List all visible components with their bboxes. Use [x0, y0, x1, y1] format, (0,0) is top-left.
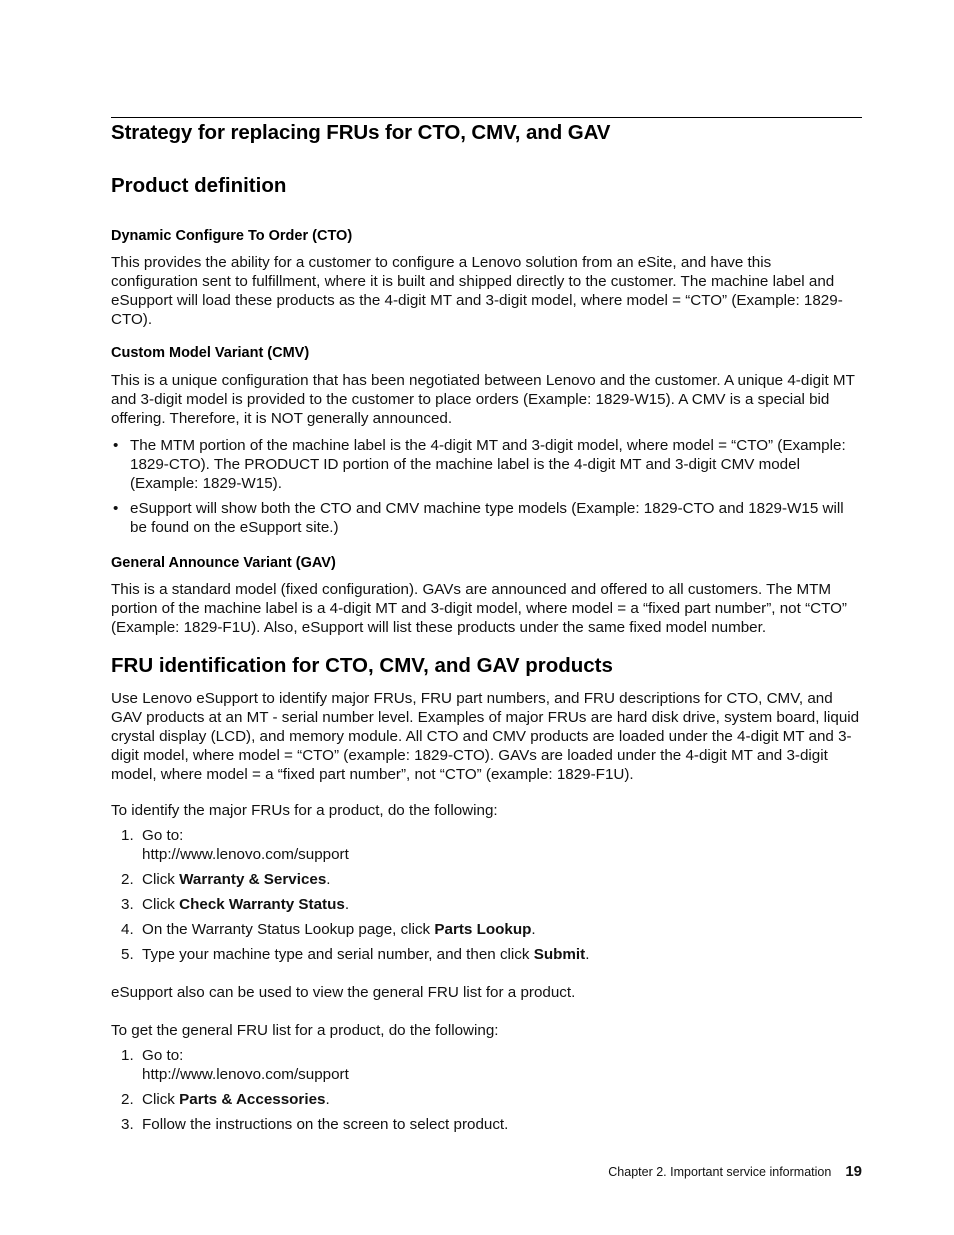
list-item: 3. Click Check Warranty Status.: [121, 896, 350, 913]
support-link[interactable]: http://www.lenovo.com/support: [142, 1066, 349, 1083]
section-title-product-definition: Product definition: [111, 174, 287, 197]
list-item: • The MTM portion of the machine label is the 4-digit MT and 3-digit model, where model = “CTO” (Example: 1829-CTO). The PRODUCT ID portion of the machine label is the 4-digit MT and 3-digit CMV model (Example: 1829-W15).: [111, 436, 862, 493]
list-item: 1. Go to: http://www.lenovo.com/support: [121, 827, 349, 863]
cto-heading: Dynamic Configure To Order (CTO): [111, 228, 353, 244]
support-link[interactable]: http://www.lenovo.com/support: [142, 846, 349, 863]
general-fru-steps: [111, 1046, 862, 1140]
list-item: 2. Click Parts & Accessories.: [121, 1091, 330, 1108]
list-item: • eSupport will show both the CTO and CMV machine type models (Example: 1829-CTO and 1829-W15 will be found on the eSupport site.): [111, 499, 862, 537]
page-number: 19: [845, 1163, 862, 1180]
list-item: 4. On the Warranty Status Lookup page, click Parts Lookup.: [121, 921, 536, 938]
section-title-strategy: Strategy for replacing FRUs for CTO, CMV, and GAV: [111, 121, 611, 144]
footer-chapter: Chapter 2. Important service information: [608, 1165, 832, 1179]
list-item: 2. Click Warranty & Services.: [121, 871, 331, 888]
cmv-body: This is a unique configuration that has been negotiated between Lenovo and the customer. A unique 4-digit MT and 3-digit model is provided to the customer to place orders (Example: 1829-W15). A CMV is a special bid offering. Therefore, it is NOT generally announced.: [111, 372, 855, 427]
cto-body: This provides the ability for a customer to configure a Lenovo solution from an eSite, and have this configuration sent to fulfillment, where it is built and shipped directly to the customer. The machine label and eSupport will load these products as the 4-digit MT and 3-digit model, where model = “CTO” (Example: 1829-CTO).: [111, 254, 843, 328]
fru-intro: Use Lenovo eSupport to identify major FRUs, FRU part numbers, and FRU descriptions for CTO, CMV, and GAV products at an MT - serial number level. Examples of major FRUs are hard disk drive, system board, liquid crystal display (LCD), and memory module. All CTO and CMV products are loaded under the 4-digit MT and 3-digit model, where model = “CTO” (example: 1829-CTO). GAVs are loaded under the 4-digit MT and 3-digit model, where model = a “fixed part number”, not “CTO” (example: 1829-F1U).: [111, 690, 860, 783]
major-fru-lead: To identify the major FRUs for a product, do the following:: [111, 802, 498, 819]
general-fru-note: eSupport also can be used to view the general FRU list for a product.: [111, 984, 576, 1001]
section-title-fru-identification: FRU identification for CTO, CMV, and GAV products: [111, 654, 613, 677]
list-item: 3. Follow the instructions on the screen to select product.: [121, 1116, 509, 1133]
major-fru-steps: [111, 826, 862, 970]
list-item: 1. Go to: http://www.lenovo.com/support: [121, 1047, 349, 1083]
gav-body: This is a standard model (fixed configuration). GAVs are announced and offered to all customers. The MTM portion of the machine label is a 4-digit MT and 3-digit model, where model = a “fixed part number”, not “CTO” (Example: 1829-F1U). Also, eSupport will list these products under the same fixed model number.: [111, 581, 847, 636]
page-footer: [608, 1163, 862, 1180]
cmv-bullet-list: [111, 436, 862, 543]
gav-heading: General Announce Variant (GAV): [111, 555, 336, 571]
cmv-heading: Custom Model Variant (CMV): [111, 345, 310, 361]
list-item: 5. Type your machine type and serial number, and then click Submit.: [121, 946, 590, 963]
general-fru-lead: To get the general FRU list for a product, do the following:: [111, 1022, 499, 1039]
top-rule: [111, 117, 862, 118]
